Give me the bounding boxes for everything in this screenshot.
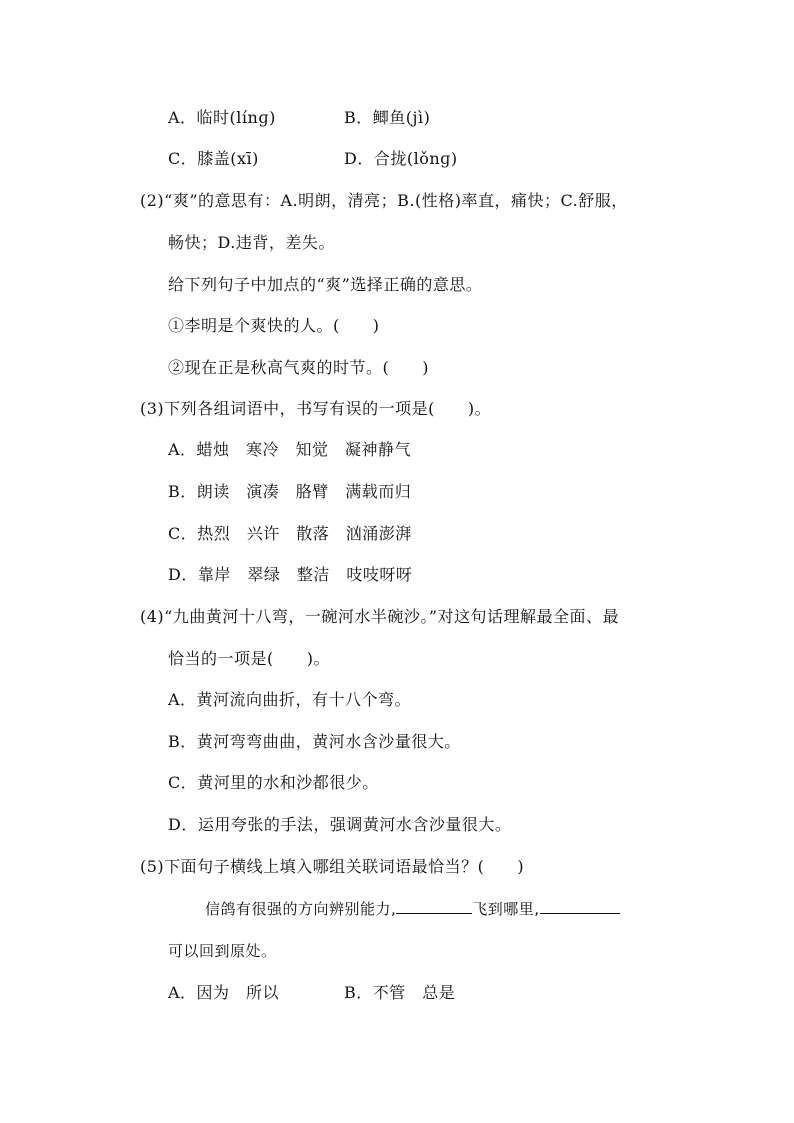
q5-option-b: B．不管 总是 [344, 983, 456, 1002]
q4-option-a: A．黄河流向曲折，有十八个弯。 [168, 690, 412, 709]
q4-option-b: B．黄河弯弯曲曲，黄河水含沙量很大。 [168, 732, 461, 751]
q3-option-b: B．朗读 演凑 胳臂 满载而归 [168, 482, 412, 501]
q2-stem-line1: (2)“爽”的意思有：A.明朗，清亮；B.(性格)率直，痛快；C.舒服， [140, 191, 628, 210]
q5-sentence-part1: 信鸽有很强的方向辨别能力, [205, 900, 397, 918]
q5-sentence-cont: 可以回到原处。 [168, 942, 277, 960]
q3-option-a: A．蜡烛 寒冷 知觉 凝神静气 [168, 440, 412, 459]
q1-option-d: D．合拢(lǒnɡ) [344, 149, 458, 168]
q3-option-d: D．靠岸 翠绿 整洁 吱吱呀呀 [168, 565, 413, 584]
q5-option-a: A．因为 所以 [168, 983, 280, 1002]
q1-option-a: A．临时(línɡ) [168, 108, 276, 127]
q5-stem: (5)下面句子横线上填入哪组关联词语最恰当？( ) [140, 857, 525, 876]
q4-option-c: C．黄河里的水和沙都很少。 [168, 773, 379, 792]
q5-blank-2[interactable] [540, 899, 620, 914]
q3-option-c: C．热烈 兴许 散落 汹涌澎湃 [168, 524, 412, 543]
q5-sentence [205, 899, 620, 919]
q3-stem: (3)下列各组词语中，书写有误的一项是( )。 [140, 399, 492, 418]
q1-option-c: C．膝盖(xī) [168, 149, 259, 168]
q2-item1: ①李明是个爽快的人。( ) [168, 316, 380, 335]
q2-stem-line2: 畅快；D.违背，差失。 [168, 233, 335, 252]
q2-item2: ②现在正是秋高气爽的时节。( ) [168, 358, 429, 377]
q2-instruction: 给下列句子中加点的“爽”选择正确的意思。 [168, 275, 483, 294]
q4-stem-line1: (4)“九曲黄河十八弯，一碗河水半碗沙。”对这句话理解最全面、最 [140, 607, 620, 626]
q1-option-b: B．鲫鱼(jì) [344, 108, 431, 127]
q5-blank-1[interactable] [396, 899, 472, 914]
q4-option-d: D．运用夸张的手法，强调黄河水含沙量很大。 [168, 815, 512, 834]
q4-stem-line2: 恰当的一项是( )。 [168, 649, 330, 668]
q5-sentence-part2: 飞到哪里, [472, 900, 540, 918]
